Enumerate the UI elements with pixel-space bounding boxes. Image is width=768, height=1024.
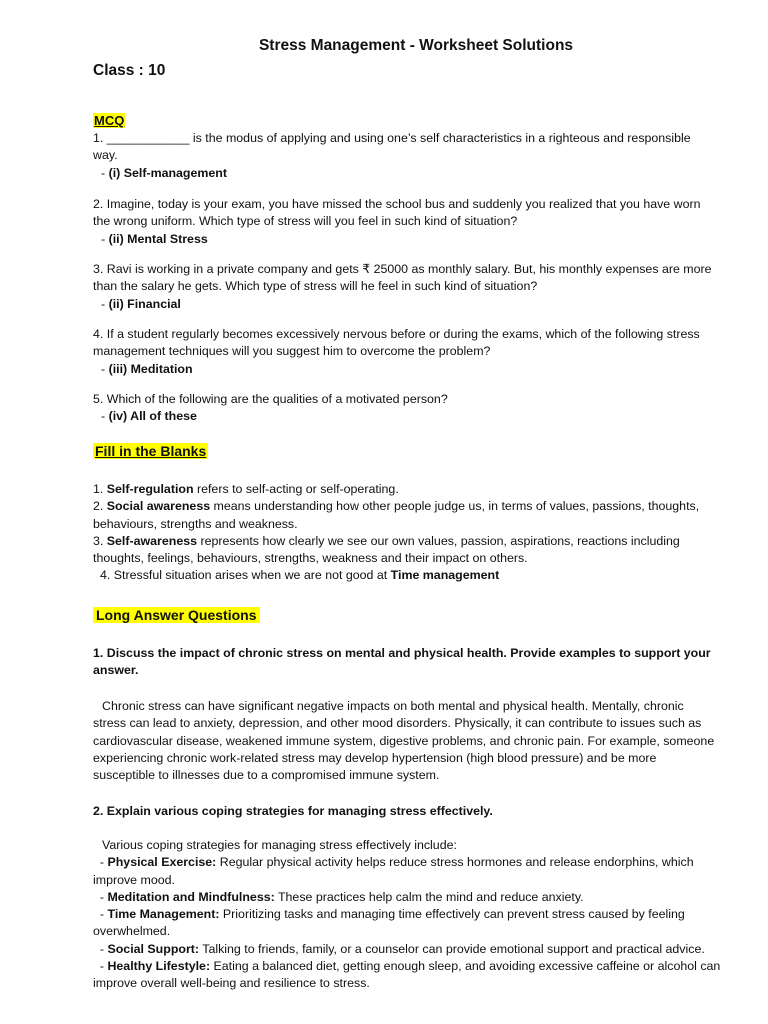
- answer: - (i) Self-management: [101, 165, 227, 180]
- long-answer-1: Chronic stress can have significant negative impacts on both mental and physical health. Mentally, chronic stress can lead to anxiety, depression, and other mood disorders. Physically, it can contribute to issues such as cardiovascular disease, weakened immune system, digestive problems, and chronic pain. For example, someone experiencing chronic work-related stress may develop hypertension (high blood pressure) and be more susceptible to illnesses due to a compromised immune system.: [93, 699, 715, 783]
- question-text: 3. Ravi is working in a private company and gets ₹ 25000 as monthly salary. But, his monthly expenses are more: [93, 262, 712, 276]
- question-text: 2. Imagine, today is your exam, you have missed the school bus and suddenly you realized that you have worn: [93, 197, 701, 211]
- mcq-question-4: [93, 326, 741, 378]
- mcq-heading: [93, 112, 125, 129]
- question-text: 4. If a student regularly becomes excessively nervous before or during the exams, which of the following stress: [93, 327, 700, 341]
- answer: - (iv) All of these: [101, 409, 197, 424]
- long-answer-2: Various coping strategies for managing stress effectively include: - Physical Exercise: Regular physical activity helps reduce stress hormones and release endorphins, which improve mood. - Meditation and Mindfulness: These practices help calm the mind and reduce anxiety. - Time Management: Prioritizing tasks and managing time effectively can prevent stress caused by feeling overwhelmed. - Social Support: Talking to friends, family, or a counselor can provide emotional support and practical advice. - Healthy Lifestyle: Eating a balanced diet, getting enough sleep, and avoiding excessive caffeine or alcohol can improve overall well-being and resilience to stress.: [93, 837, 741, 993]
- long-question-2: 2. Explain various coping strategies for managing stress effectively.: [93, 804, 493, 818]
- mcq-heading-text: MCQ: [94, 113, 125, 128]
- strategy-item: - Physical Exercise: Regular physical activity helps reduce stress hormones and release endorphins, which improve mood.: [93, 855, 694, 887]
- fill-item: 3. Self-awareness represents how clearly we see our own values, passion, aspirations, reactions including thoughts, feelings, behaviours, strengths, weakness and their impact on others.: [93, 533, 680, 566]
- fill-heading-text: Fill in the Blanks: [95, 443, 207, 459]
- long-heading-text: Long Answer Questions: [93, 607, 260, 623]
- answer: - (iii) Meditation: [101, 361, 193, 376]
- mcq-question-1: [93, 130, 741, 182]
- fill-list: [93, 481, 741, 585]
- page-title: Stress Management - Worksheet Solutions: [258, 37, 574, 54]
- long-heading: [93, 607, 260, 624]
- question-text: way.: [93, 148, 118, 163]
- question-text: than the salary he gets. Which type of stress will he feel in such kind of situation?: [93, 279, 538, 294]
- mcq-question-5: [93, 391, 741, 426]
- mcq-question-2: [93, 196, 741, 248]
- fill-item: 4. Stressful situation arises when we are not good at Time management: [100, 568, 500, 583]
- long-question-1: 1. Discuss the impact of chronic stress on mental and physical health. Provide examples to support your answer.: [93, 646, 711, 678]
- mcq-question-3: [93, 261, 741, 313]
- strategy-item: - Healthy Lifestyle: Eating a balanced diet, getting enough sleep, and avoiding excessive caffeine or alcohol can improve overall well-being and resilience to stress.: [93, 959, 721, 991]
- question-text: 1. ____________ is the modus of applying and using one’s self characteristics in a righteous and responsible: [93, 131, 691, 145]
- strategy-item: - Social Support: Talking to friends, family, or a counselor can provide emotional support and practical advice.: [93, 941, 705, 956]
- strategy-item: - Time Management: Prioritizing tasks and managing time effectively can prevent stress caused by feeling overwhelmed.: [93, 907, 685, 939]
- strategy-item: - Meditation and Mindfulness: These practices help calm the mind and reduce anxiety.: [93, 889, 584, 904]
- question-text: the wrong uniform. Which type of stress will you feel in such kind of situation?: [93, 214, 518, 229]
- answer: - (ii) Financial: [101, 296, 181, 311]
- question-text: management techniques will you suggest him to overcome the problem?: [93, 344, 491, 359]
- class-label: Class : 10: [93, 62, 166, 79]
- question-text: 5. Which of the following are the qualities of a motivated person?: [93, 392, 448, 406]
- fill-item: 2. Social awareness means understanding how other people judge us, in terms of values, passions, thoughts, behaviours, strengths and weakness.: [93, 499, 700, 531]
- fill-heading: [93, 443, 208, 460]
- fill-item: 1. Self-regulation refers to self-acting or self-operating.: [93, 482, 399, 496]
- answer: - (ii) Mental Stress: [101, 231, 208, 246]
